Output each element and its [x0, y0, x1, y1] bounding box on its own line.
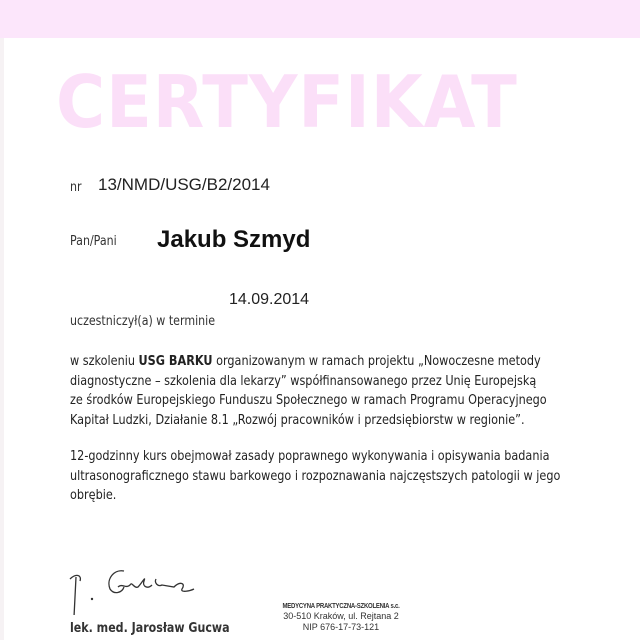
description-line-4: Kapitał Ludzki, Działanie 8.1 „Rozwój pracowników i przedsiębiorstw w regionie”.: [70, 412, 525, 428]
page-edge: [0, 38, 4, 640]
participation-label: uczestniczył(a) w terminie: [70, 314, 216, 329]
scope-line-2: ultrasonograficznego stawu barkowego i rozpoznawania najczęstszych patologii w jego: [70, 468, 561, 484]
signer-name: lek. med. Jarosław Gucwa: [70, 621, 230, 636]
certificate-title: CERTYFIKAT: [56, 60, 518, 144]
company-stamp: [266, 600, 416, 633]
stamp-address: 30-510 Kraków, ul. Rejtana 2: [283, 611, 399, 621]
description-line-3: ze środków Europejskiego Funduszu Społecznego w ramach Programu Operacyjnego: [70, 393, 547, 408]
scope-line-1: 12-godzinny kurs obejmował zasady poprawnego wykonywania i opisywania badania: [70, 449, 550, 464]
stamp-company: MEDYCYNA PRAKTYCZNA-SZKOLENIA s.c.: [282, 601, 400, 610]
text: organizowanym w ramach projektu „Nowoczesne metody: [212, 354, 541, 369]
certificate-number: 13/NMD/USG/B2/2014: [98, 175, 270, 194]
recipient-label: Pan/Pani: [70, 234, 117, 249]
course-name: USG BARKU: [138, 354, 213, 369]
description-line-2: diagnostyczne – szkolenia dla lekarzy” współfinansowanego przez Unię Europejską: [70, 373, 537, 389]
course-date: 14.09.2014: [229, 291, 310, 308]
course-description: [70, 352, 547, 430]
course-scope: [70, 447, 561, 506]
signature: [62, 565, 212, 615]
description-line-1: [70, 352, 541, 372]
top-pink-band: [0, 0, 640, 38]
recipient-name: Jakub Szmyd: [157, 226, 311, 253]
number-label: nr: [70, 180, 82, 195]
scope-line-3: obrębie.: [70, 488, 117, 503]
text: w szkoleniu: [70, 354, 139, 369]
stamp-nip: NIP 676-17-73-121: [302, 622, 380, 632]
